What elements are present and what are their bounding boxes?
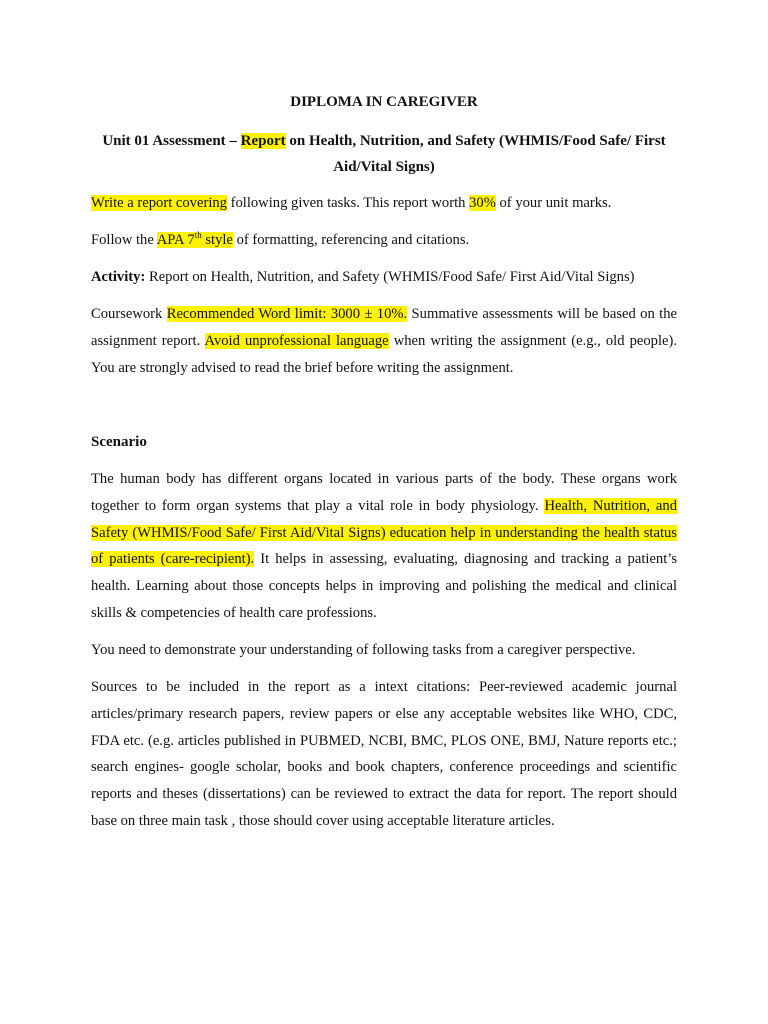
subtitle-suffix: on Health, Nutrition, and Safety (WHMIS/Food Safe/ First Aid/Vital Signs) xyxy=(285,133,666,175)
subtitle-highlight: Report xyxy=(240,133,286,149)
p4-text-1: Coursework xyxy=(91,306,167,322)
paragraph-coursework xyxy=(91,301,677,381)
subtitle-prefix: Unit 01 Assessment – xyxy=(102,133,241,149)
highlight-apa xyxy=(157,232,233,248)
paragraph-apa-style xyxy=(91,229,677,251)
highlight-education: Health, Nutrition, and Safety (WHMIS/Food Safe/ First Aid/Vital Signs) education help in understanding the health status of patients (care-recipient). xyxy=(91,497,677,568)
document-subtitle xyxy=(91,128,677,180)
apa-style-label: style xyxy=(201,232,233,248)
p4-text-3: when writing the assignment (e.g., old people). You are strongly advised to read the brief before writing the assignment. xyxy=(91,332,678,376)
paragraph-report-instructions xyxy=(91,192,677,214)
paragraph-demonstrate: You need to demonstrate your understanding of following tasks from a caregiver perspective. xyxy=(91,642,636,658)
activity-text: Report on Health, Nutrition, and Safety (WHMIS/Food Safe/ First Aid/Vital Signs) xyxy=(145,269,635,285)
p4-text-2: Summative assessments will be based on the assignment report. xyxy=(91,306,677,349)
scenario-heading: Scenario xyxy=(91,434,147,450)
p5-text-2: It helps in assessing, evaluating, diagnosing and tracking a patient’s health. Learning about those concepts helps in improving and polishing the medical and clinical skills & competencies of health care professions. xyxy=(91,551,678,621)
paragraph-sources: Sources to be included in the report as a intext citations: Peer-reviewed academic journal articles/primary research papers, review papers or else any acceptable websites like WHO, CDC, FDA etc. (e.g. articles published in PUBMED, NCBI, BMC, PLOS ONE, BMJ, Nature reports etc.; search engines- google scholar, books and book chapters, conference proceedings and scientific reports and theses (dissertations) can be reviewed to extract the data for report. The report should base on three main task , those should cover using acceptable literature articles. xyxy=(91,679,677,829)
p1-text-2: of your unit marks. xyxy=(495,195,612,211)
document-title: DIPLOMA IN CAREGIVER xyxy=(290,94,478,110)
paragraph-scenario xyxy=(91,466,677,627)
paragraph-activity xyxy=(91,266,677,288)
highlight-write-report: Write a report covering xyxy=(91,195,227,211)
p5-text-1: The human body has different organs located in various parts of the body. These organs work together to form organ systems that play a vital role in body physiology. xyxy=(91,471,677,514)
p2-text-1: Follow the xyxy=(91,232,157,248)
highlight-language: Avoid unprofessional language xyxy=(204,332,389,349)
p2-text-2: of formatting, referencing and citations. xyxy=(232,232,470,248)
activity-label: Activity: xyxy=(91,269,146,285)
apa-label: APA 7 xyxy=(156,232,195,248)
highlight-word-limit: Recommended Word limit: 3000 ± 10%. xyxy=(166,306,408,322)
apa-superscript: th xyxy=(194,230,202,241)
highlight-weight: 30% xyxy=(469,195,496,211)
p1-text-1: following given tasks. This report worth xyxy=(226,195,470,211)
